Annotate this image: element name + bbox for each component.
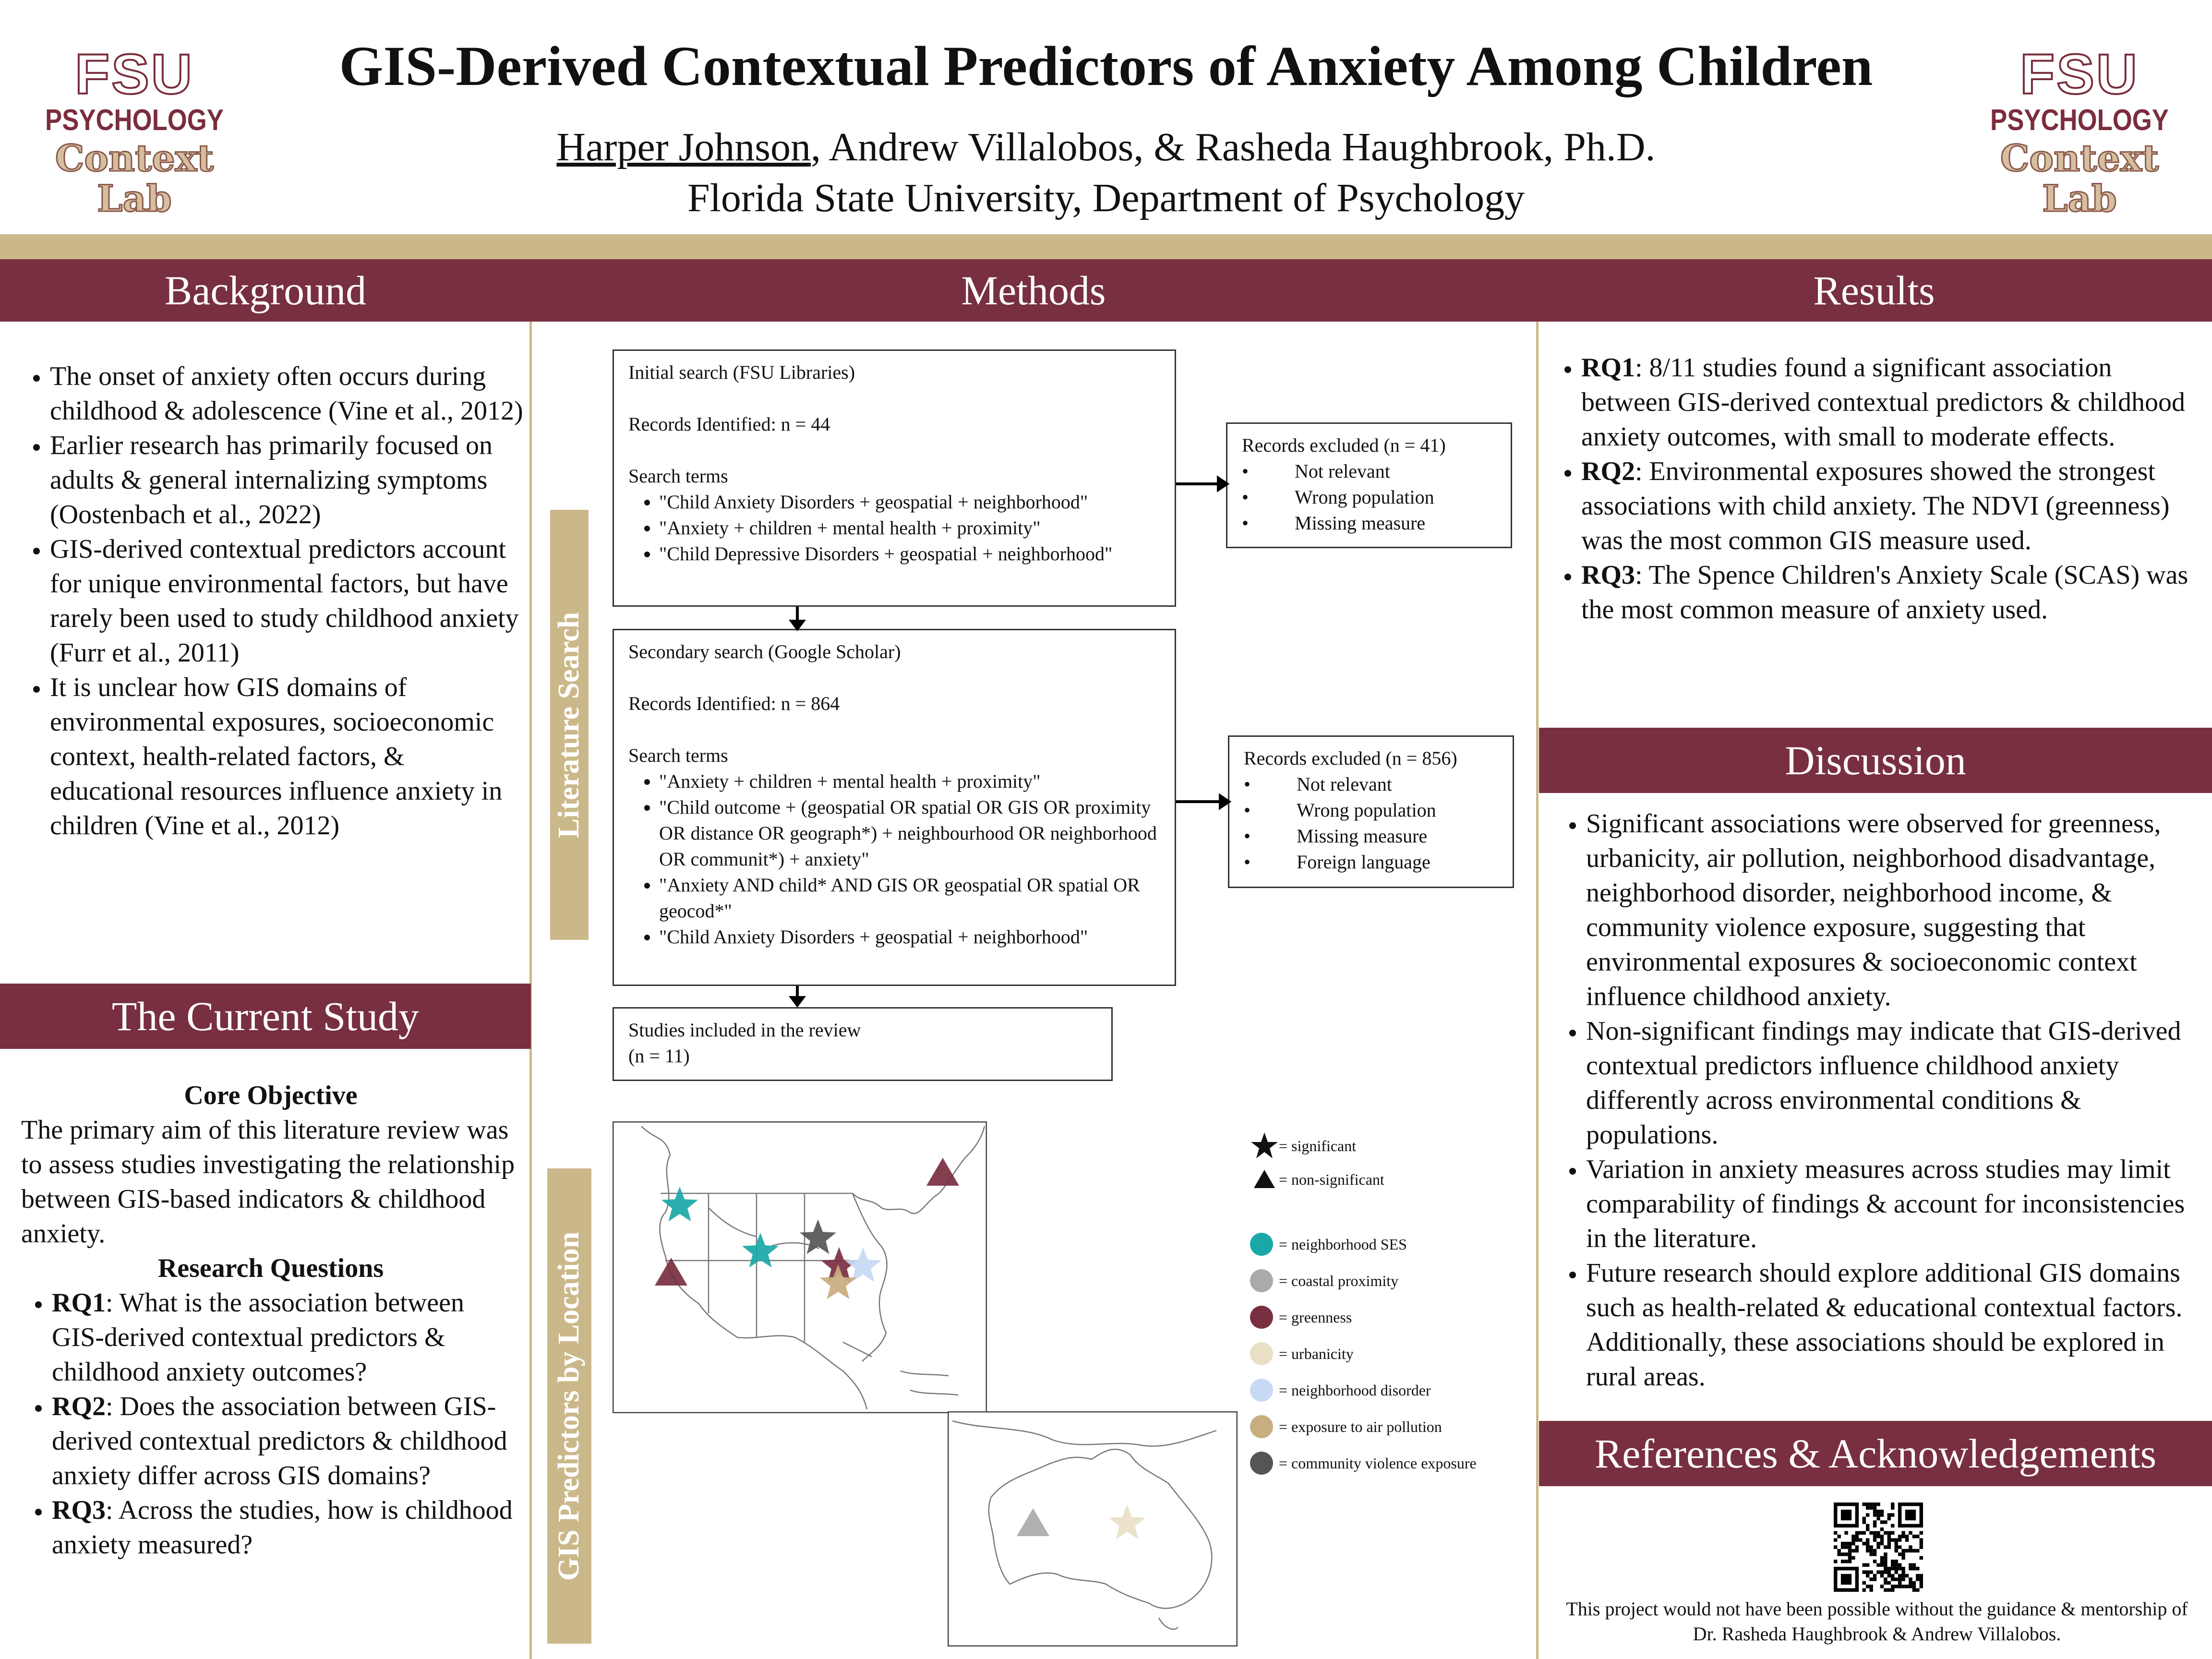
rq-label: RQ3	[52, 1495, 106, 1525]
star-icon	[1250, 1131, 1279, 1160]
legend-dot-icon	[1250, 1269, 1273, 1292]
excluded-list	[1242, 458, 1496, 536]
logo-lab-text: Context Lab	[2000, 137, 2159, 220]
search-term: • "Anxiety AND child* AND GIS OR geospatial OR spatial OR geocod*"	[659, 872, 1160, 924]
excluded-title: Records excluded (n = 856)	[1244, 747, 1457, 769]
excluded-box-1	[1226, 422, 1512, 548]
initial-search-title: Initial search (FSU Libraries)	[628, 361, 855, 383]
research-questions-list	[21, 1286, 520, 1562]
column-divider-right	[1536, 322, 1539, 1659]
arrow-head-down-1	[792, 621, 803, 629]
initial-terms-label: Search terms	[628, 465, 728, 487]
map-markers	[613, 1121, 1238, 1647]
rq-label: RQ2	[52, 1392, 106, 1421]
legend-domain-row	[1250, 1445, 1519, 1481]
map-legend	[1250, 1129, 1519, 1481]
legend-domain-label: = neighborhood SES	[1279, 1235, 1407, 1253]
logo-fsu-text: FSU	[2020, 43, 2139, 106]
first-author: Harper Johnson	[556, 125, 811, 169]
literature-search-label: Literature Search	[553, 612, 586, 838]
excluded-item: • Not relevant	[1242, 458, 1496, 484]
logo-fsu-text: FSU	[75, 43, 194, 106]
search-term: • "Child Depressive Disorders + geospatial + neighborhood"	[659, 541, 1160, 567]
legend-domain-row	[1250, 1226, 1519, 1262]
rq-label: RQ1	[52, 1288, 106, 1318]
result-item	[1581, 350, 2199, 454]
result-label: RQ3	[1581, 560, 1635, 590]
background-list	[19, 359, 523, 843]
non-significant-triangle-marker	[926, 1158, 959, 1186]
legend-domain-row	[1250, 1372, 1519, 1408]
search-term: • "Child Anxiety Disorders + geospatial + neighborhood"	[659, 489, 1160, 515]
gis-sidebar	[547, 1168, 591, 1644]
acknowledgement: This project would not have been possible without the guidance & mentorship of Dr. Rasheda Haughbrook & Andrew Villalobos.	[1566, 1598, 2188, 1645]
legend-domain-label: = coastal proximity	[1279, 1272, 1399, 1289]
discussion-bullet: • Future research should explore additional GIS domains such as health-related & educational contextual factors. Additionally, these associations should be explored in rural areas.	[1586, 1256, 2199, 1394]
logo-psychology-text: PSYCHOLOGY	[45, 104, 224, 137]
excluded-item: • Wrong population	[1244, 797, 1498, 823]
literature-search-sidebar	[550, 510, 589, 940]
significant-star-marker	[800, 1219, 836, 1254]
legend-domain-row	[1250, 1408, 1519, 1445]
excluded-box-2	[1228, 735, 1514, 888]
current-study-heading: The Current Study	[0, 984, 531, 1049]
background-bullet: • Earlier research has primarily focused on adults & general internalizing symptoms (Oostenbach et al., 2022)	[50, 428, 523, 532]
search-term: • "Anxiety + children + mental health + proximity"	[659, 769, 1160, 794]
background-bullet: • GIS-derived contextual predictors account for unique environmental factors, but have rarely been used to study childhood anxiety (Furr et al., 2011)	[50, 532, 523, 670]
significant-star-marker	[820, 1264, 856, 1299]
result-text: : Environmental exposures showed the strongest associations with child anxiety. The NDVI (greenness) was the most common GIS measure used.	[1581, 457, 2170, 555]
triangle-icon	[1250, 1165, 1279, 1194]
discussion-heading: Discussion	[1539, 728, 2212, 793]
non-significant-triangle-marker	[1017, 1508, 1049, 1536]
gis-sidebar-label: GIS Predictors by Location	[553, 1231, 586, 1581]
initial-records: Records Identified: n = 44	[628, 413, 830, 435]
secondary-terms-label: Search terms	[628, 745, 728, 766]
rq-item	[52, 1389, 520, 1493]
discussion-bullet: • Variation in anxiety measures across studies may limit comparability of findings & account for inconsistencies in the literature.	[1586, 1152, 2199, 1256]
legend-dot-icon	[1250, 1233, 1273, 1256]
search-term: • "Child outcome + (geospatial OR spatial OR GIS OR proximity OR distance OR geograph*) + neighbourhood OR neighborhood OR communit*) + anxiety"	[659, 794, 1160, 872]
legend-significant	[1250, 1129, 1519, 1163]
secondary-search-title: Secondary search (Google Scholar)	[628, 641, 901, 662]
excluded-item: • Not relevant	[1244, 771, 1498, 797]
discussion-bullet: • Significant associations were observed for greenness, urbanicity, air pollution, neighborhood disadvantage, neighborhood disorder, neighborhood income, & community violence exposure, suggesting that environmental exposures & socioeconomic context influence childhood anxiety.	[1586, 806, 2199, 1014]
legend-dot-icon	[1250, 1342, 1273, 1365]
arrow-head-right-1	[1218, 478, 1227, 490]
poster-title: GIS-Derived Contextual Predictors of Anxiety Among Children	[339, 35, 1873, 97]
discussion-list	[1555, 806, 2199, 1394]
legend-domain-row	[1250, 1299, 1519, 1335]
background-heading: Background	[0, 259, 531, 322]
legend-dot-icon	[1250, 1415, 1273, 1438]
included-line2: (n = 11)	[628, 1045, 690, 1067]
excluded-item: • Wrong population	[1242, 484, 1496, 510]
background-bullet: • It is unclear how GIS domains of environmental exposures, socioeconomic context, health-related factors, & educational resources influence anxiety in children (Vine et al., 2012)	[50, 670, 523, 843]
qr-code	[1834, 1503, 1923, 1592]
legend-significant-label: = significant	[1279, 1137, 1357, 1154]
current-study-section	[21, 1078, 520, 1562]
research-questions-heading: Research Questions	[157, 1253, 384, 1283]
result-item	[1581, 454, 2199, 558]
results-section	[1551, 350, 2199, 627]
excluded-list	[1244, 771, 1498, 875]
legend-domain-label: = community violence exposure	[1279, 1454, 1477, 1472]
excluded-item: • Foreign language	[1244, 849, 1498, 875]
arrow-head-down-2	[792, 998, 803, 1005]
core-objective-heading: Core Objective	[184, 1081, 358, 1110]
result-item	[1581, 558, 2199, 627]
flow-arrows	[613, 349, 1237, 1022]
rq-text: : Across the studies, how is childhood anxiety measured?	[52, 1495, 513, 1560]
discussion-section	[1555, 806, 2199, 1394]
legend-domains	[1250, 1226, 1519, 1481]
legend-domain-label: = urbanicity	[1279, 1345, 1354, 1362]
methods-heading: Methods	[531, 259, 1536, 322]
significant-star-marker	[661, 1187, 698, 1221]
rq-text: : What is the association between GIS-derived contextual predictors & childhood anxiety outcomes?	[52, 1288, 464, 1387]
legend-non-significant	[1250, 1163, 1519, 1196]
background-bullet: • The onset of anxiety often occurs during childhood & adolescence (Vine et al., 2012)	[50, 359, 523, 428]
core-objective-text: The primary aim of this literature review was to assess studies investigating the relationship between GIS-based indicators & childhood anxiety.	[21, 1115, 515, 1249]
search-term: • "Anxiety + children + mental health + proximity"	[659, 515, 1160, 541]
rq-item	[52, 1493, 520, 1562]
results-list	[1551, 350, 2199, 627]
result-text: : The Spence Children's Anxiety Scale (SCAS) was the most common measure of anxiety used.	[1581, 560, 2188, 625]
non-significant-triangle-marker	[655, 1258, 687, 1286]
legend-domain-label: = greenness	[1279, 1308, 1352, 1326]
legend-dot-icon	[1250, 1452, 1273, 1475]
logo-lab-text: Context Lab	[55, 137, 214, 220]
header-gold-band	[0, 234, 2212, 259]
legend-domain-row	[1250, 1335, 1519, 1372]
references-heading: References & Acknowledgements	[1539, 1421, 2212, 1486]
significant-star-marker	[1109, 1504, 1145, 1539]
rq-item	[52, 1286, 520, 1389]
legend-domain-row	[1250, 1262, 1519, 1299]
excluded-item: • Missing measure	[1244, 823, 1498, 849]
logo-psychology-text: PSYCHOLOGY	[1990, 104, 2169, 137]
result-label: RQ2	[1581, 457, 1635, 486]
result-label: RQ1	[1581, 353, 1635, 383]
legend-non-significant-label: = non-significant	[1279, 1170, 1384, 1188]
legend-dot-icon	[1250, 1306, 1273, 1329]
significant-star-marker	[742, 1233, 779, 1267]
legend-domain-label: = neighborhood disorder	[1279, 1381, 1431, 1399]
rq-text: : Does the association between GIS-derived contextual predictors & childhood anxiety differ across GIS domains?	[52, 1392, 507, 1491]
other-authors: , Andrew Villalobos, & Rasheda Haughbrook, Ph.D.	[810, 125, 1656, 169]
author-line	[0, 124, 2212, 170]
discussion-bullet: • Non-significant findings may indicate that GIS-derived contextual predictors influence childhood anxiety differently across environmental conditions & populations.	[1586, 1014, 2199, 1152]
search-term: • "Child Anxiety Disorders + geospatial + neighborhood"	[659, 924, 1160, 950]
excluded-item: • Missing measure	[1242, 510, 1496, 536]
results-heading: Results	[1536, 259, 2212, 322]
significant-star-marker	[845, 1247, 881, 1282]
background-section	[19, 359, 523, 843]
result-text: : 8/11 studies found a significant association between GIS-derived contextual predictors & childhood anxiety outcomes, with small to moderate effects.	[1581, 353, 2186, 452]
excluded-title: Records excluded (n = 41)	[1242, 434, 1446, 456]
included-line1: Studies included in the review	[628, 1019, 861, 1041]
legend-domain-label: = exposure to air pollution	[1279, 1418, 1442, 1435]
arrow-head-right-2	[1220, 796, 1229, 807]
secondary-records: Records Identified: n = 864	[628, 693, 840, 714]
legend-dot-icon	[1250, 1379, 1273, 1402]
affiliation: Florida State University, Department of Psychology	[687, 176, 1525, 220]
